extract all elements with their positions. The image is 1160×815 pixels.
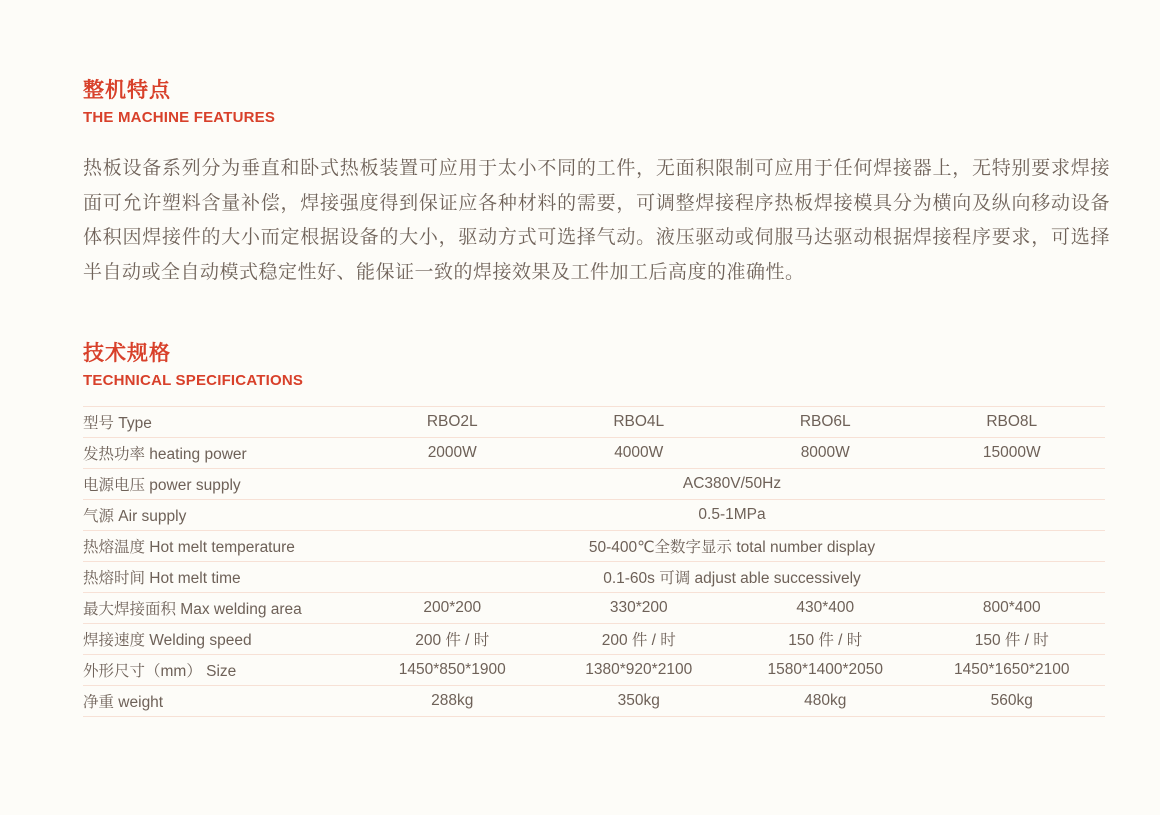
spec-row	[83, 624, 1105, 655]
spec-row-value: 350kg	[546, 686, 733, 717]
spec-row	[83, 500, 1105, 531]
spec-row-value: 150 件 / 时	[732, 624, 919, 655]
spec-row-value: 1580*1400*2050	[732, 655, 919, 686]
spec-row	[83, 438, 1105, 469]
spec-row-value: RBO2L	[359, 407, 546, 438]
spec-row	[83, 593, 1105, 624]
spec-row-label: 发热功率 heating power	[83, 438, 359, 469]
spec-row-value: RBO4L	[546, 407, 733, 438]
spec-row-value-span: 0.5-1MPa	[359, 500, 1105, 531]
specs-table	[83, 406, 1105, 717]
spec-row-value: 150 件 / 时	[919, 624, 1106, 655]
spec-row-value: 560kg	[919, 686, 1106, 717]
spec-row	[83, 655, 1105, 686]
spec-row	[83, 531, 1105, 562]
spec-row-value: 1450*850*1900	[359, 655, 546, 686]
spec-row-value: 200 件 / 时	[359, 624, 546, 655]
spec-row-label: 外形尺寸（mm） Size	[83, 655, 359, 686]
spec-row-value-span: 0.1-60s 可调 adjust able successively	[359, 562, 1105, 593]
spec-row-value: 4000W	[546, 438, 733, 469]
spec-row-value-span: AC380V/50Hz	[359, 469, 1105, 500]
spec-row	[83, 562, 1105, 593]
specs-subtitle: TECHNICAL SPECIFICATIONS	[83, 372, 304, 390]
spec-row-label: 电源电压 power supply	[83, 469, 359, 500]
spec-row-value: 15000W	[919, 438, 1106, 469]
spec-row-value: 800*400	[919, 593, 1106, 624]
features-section	[83, 78, 1110, 290]
spec-row-value: RBO6L	[732, 407, 919, 438]
features-subtitle: THE MACHINE FEATURES	[83, 109, 276, 127]
spec-row-label: 净重 weight	[83, 686, 359, 717]
spec-row-label: 最大焊接面积 Max welding area	[83, 593, 359, 624]
spec-row	[83, 686, 1105, 717]
spec-row-label: 热熔时间 Hot melt time	[83, 562, 359, 593]
spec-row-value: 430*400	[732, 593, 919, 624]
page-content	[83, 78, 1110, 717]
spec-row-value: 330*200	[546, 593, 733, 624]
spec-row	[83, 407, 1105, 438]
spec-row-label: 热熔温度 Hot melt temperature	[83, 531, 359, 562]
spec-row-label: 焊接速度 Welding speed	[83, 624, 359, 655]
spec-row	[83, 469, 1105, 500]
spec-row-value: RBO8L	[919, 407, 1106, 438]
specs-title: 技术规格	[83, 342, 171, 366]
spec-row-value: 1380*920*2100	[546, 655, 733, 686]
spec-row-value: 1450*1650*2100	[919, 655, 1106, 686]
spec-row-label: 型号 Type	[83, 407, 359, 438]
spec-row-value: 8000W	[732, 438, 919, 469]
spec-row-value: 200*200	[359, 593, 546, 624]
spec-row-value: 480kg	[732, 686, 919, 717]
spec-row-value: 200 件 / 时	[546, 624, 733, 655]
features-paragraph: 热板设备系列分为垂直和卧式热板装置可应用于太小不同的工件，无面积限制可应用于任何焊接器上，无特别要求焊接面可允许塑料含量补偿，焊接强度得到保证应各种材料的需要，可调整焊接程序热板焊接模具分为横向及纵向移动设备体积因焊接件的大小而定根据设备的大小，驱动方式可选择气动。液压驱动或伺服马达驱动根据焊接程序要求，可选择半自动或全自动模式稳定性好、能保证一致的焊接效果及工件加工后高度的准确性。	[83, 158, 1110, 283]
specs-section	[83, 341, 1110, 717]
spec-row-value: 2000W	[359, 438, 546, 469]
spec-row-label: 气源 Air supply	[83, 500, 359, 531]
features-title: 整机特点	[83, 79, 171, 102]
spec-row-value-span: 50-400℃全数字显示 total number display	[359, 531, 1105, 562]
spec-row-value: 288kg	[359, 686, 546, 717]
